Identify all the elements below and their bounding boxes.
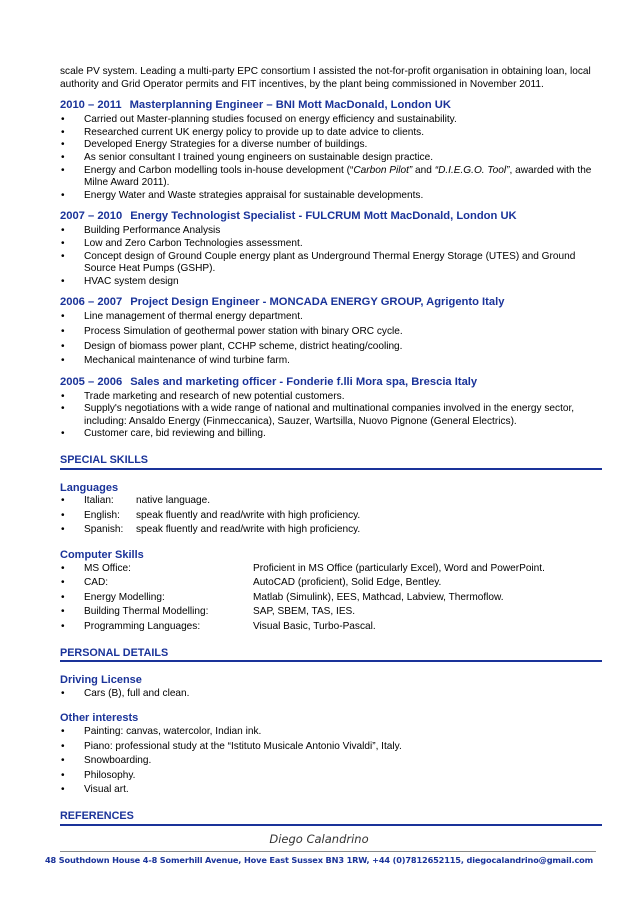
languages-list <box>60 495 605 537</box>
list-item <box>60 165 605 190</box>
subheading-other-interests: Other interests <box>60 712 139 725</box>
job-role: Masterplanning Engineer – BNI Mott MacDonald, London UK <box>129 99 451 112</box>
list-item: • Snowboarding. <box>60 755 605 768</box>
tool-text-mid: and <box>412 164 435 176</box>
job-2-bullets <box>60 225 605 288</box>
list-item: • Visual art. <box>60 784 605 797</box>
list-item: • Researched current UK energy policy to provide up to date advice to clients. <box>60 127 605 140</box>
skill-area: Programming Languages: <box>84 621 201 632</box>
list-item: • Energy Water and Waste strategies appraisal for sustainable developments. <box>60 190 605 203</box>
footer-contact-address: 48 Southdown House 4-8 Somerhill Avenue, Hove East Sussex BN3 1RW, +44 (0)7812652115, diegocalandrino@gmail.com <box>44 855 594 865</box>
list-item: • Line management of thermal energy department. <box>60 311 605 324</box>
list-item: • Process Simulation of geothermal power station with binary ORC cycle. <box>60 326 605 339</box>
job-dates: 2006 – 2007 <box>60 296 123 309</box>
job-title-1 <box>60 98 605 112</box>
tool-text-before: Energy and Carbon modelling tools in-house development (“ <box>84 164 354 176</box>
driving-list <box>60 688 605 701</box>
job-title-2 <box>60 209 605 223</box>
skill-detail: Matlab (Simulink), EES, Mathcad, Labview, Thermoflow. <box>253 591 504 603</box>
subheading-languages: Languages <box>60 481 119 494</box>
list-item: • HVAC system design <box>60 276 605 289</box>
skill-area: MS Office: <box>84 562 131 574</box>
language-name: English: <box>84 509 120 521</box>
footer-divider <box>60 851 596 852</box>
list-item: • Customer care, bid reviewing and billing. <box>60 428 605 441</box>
skill-area: CAD: <box>84 577 109 589</box>
section-heading-references: REFERENCES <box>60 810 602 826</box>
job-role: Project Design Engineer - MONCADA ENERGY GROUP, Agrigento Italy <box>130 296 505 309</box>
list-item: • As senior consultant I trained young engineers on sustainable design practice. <box>60 152 605 165</box>
job-title-3 <box>60 295 605 309</box>
skill-area: Building Thermal Modelling: <box>84 606 209 618</box>
language-name: Spanish: <box>84 524 124 536</box>
list-item <box>60 524 605 537</box>
list-item: • Carried out Master-planning studies focused on energy efficiency and sustainability. <box>60 114 605 127</box>
intro-paragraph: scale PV system. Leading a multi-party EPC consortium I assisted the not-for-profit organisation in obtaining loan, local authority and Grid Operator permits and FIT incentives, by the plant being commissioned in November 2011. <box>60 66 591 90</box>
list-item: • Painting: canvas, watercolor, Indian ink. <box>60 726 605 739</box>
skill-area: Energy Modelling: <box>84 591 165 603</box>
list-item: • Low and Zero Carbon Technologies assessment. <box>60 238 605 251</box>
list-item: • Philosophy. <box>60 770 605 783</box>
job-1-bullets <box>60 114 605 202</box>
tool-name-diego: “D.I.E.G.O. Tool” <box>434 164 510 176</box>
computer-skills-list <box>60 563 605 634</box>
list-item: • Mechanical maintenance of wind turbine farm. <box>60 355 605 368</box>
list-item <box>60 563 605 576</box>
list-item: • Cars (B), full and clean. <box>60 688 605 701</box>
list-item <box>60 606 605 619</box>
job-dates: 2010 – 2011 <box>60 99 122 112</box>
job-dates: 2007 – 2010 <box>60 210 123 223</box>
list-item: • Concept design of Ground Couple energy plant as Underground Thermal Energy Storage (UTES) and Ground Source Heat Pumps (GSHP). <box>60 251 605 276</box>
list-item: • Supply's negotiations with a wide range of national and multinational companies involved in the energy sector, including: Ansaldo Energy (Finmeccanica), Sauzer, Wartsilla, Nuovo Pignone (General Electrics). <box>60 403 605 428</box>
interests-list <box>60 726 605 797</box>
list-item <box>60 577 605 590</box>
list-item <box>60 621 605 634</box>
subheading-computer-skills: Computer Skills <box>60 549 144 562</box>
language-name: Italian: <box>84 495 114 507</box>
skill-detail: SAP, SBEM, TAS, IES. <box>253 606 356 618</box>
list-item: • Building Performance Analysis <box>60 225 605 238</box>
language-level: speak fluently and read/write with high proficiency. <box>136 524 361 536</box>
skill-detail: Proficient in MS Office (particularly Excel), Word and PowerPoint. <box>253 562 545 574</box>
tool-text-after: , awarded with the Milne Award 2011). <box>84 164 592 189</box>
list-item: • Piano: professional study at the “Istituto Musicale Antonio Vivaldi”, Italy. <box>60 741 605 754</box>
job-role: Energy Technologist Specialist - FULCRUM Mott MacDonald, London UK <box>130 210 517 223</box>
tool-name-carbon-pilot: Carbon Pilot” <box>353 164 413 176</box>
skill-detail: Visual Basic, Turbo-Pascal. <box>253 621 376 632</box>
list-item: • Trade marketing and research of new potential customers. <box>60 391 605 404</box>
job-4-bullets <box>60 391 605 441</box>
list-item: • Design of biomass power plant, CCHP scheme, district heating/cooling. <box>60 341 605 354</box>
footer-name: Diego Calandrino <box>269 832 369 846</box>
cv-page <box>60 66 605 826</box>
section-heading-special-skills: SPECIAL SKILLS <box>60 454 602 470</box>
list-item: • Developed Energy Strategies for a diverse number of buildings. <box>60 139 605 152</box>
list-item <box>60 510 605 523</box>
language-level: native language. <box>136 495 211 507</box>
list-item <box>60 592 605 605</box>
job-title-4 <box>60 375 605 389</box>
section-heading-personal-details: PERSONAL DETAILS <box>60 647 602 663</box>
job-role: Sales and marketing officer - Fonderie f.lli Mora spa, Brescia Italy <box>130 375 478 388</box>
job-dates: 2005 – 2006 <box>60 375 123 388</box>
language-level: speak fluently and read/write with high proficiency. <box>136 509 361 521</box>
skill-detail: AutoCAD (proficient), Solid Edge, Bentley. <box>253 577 442 589</box>
list-item <box>60 495 605 508</box>
job-3-bullets <box>60 311 605 367</box>
subheading-driving-license: Driving License <box>60 674 142 687</box>
